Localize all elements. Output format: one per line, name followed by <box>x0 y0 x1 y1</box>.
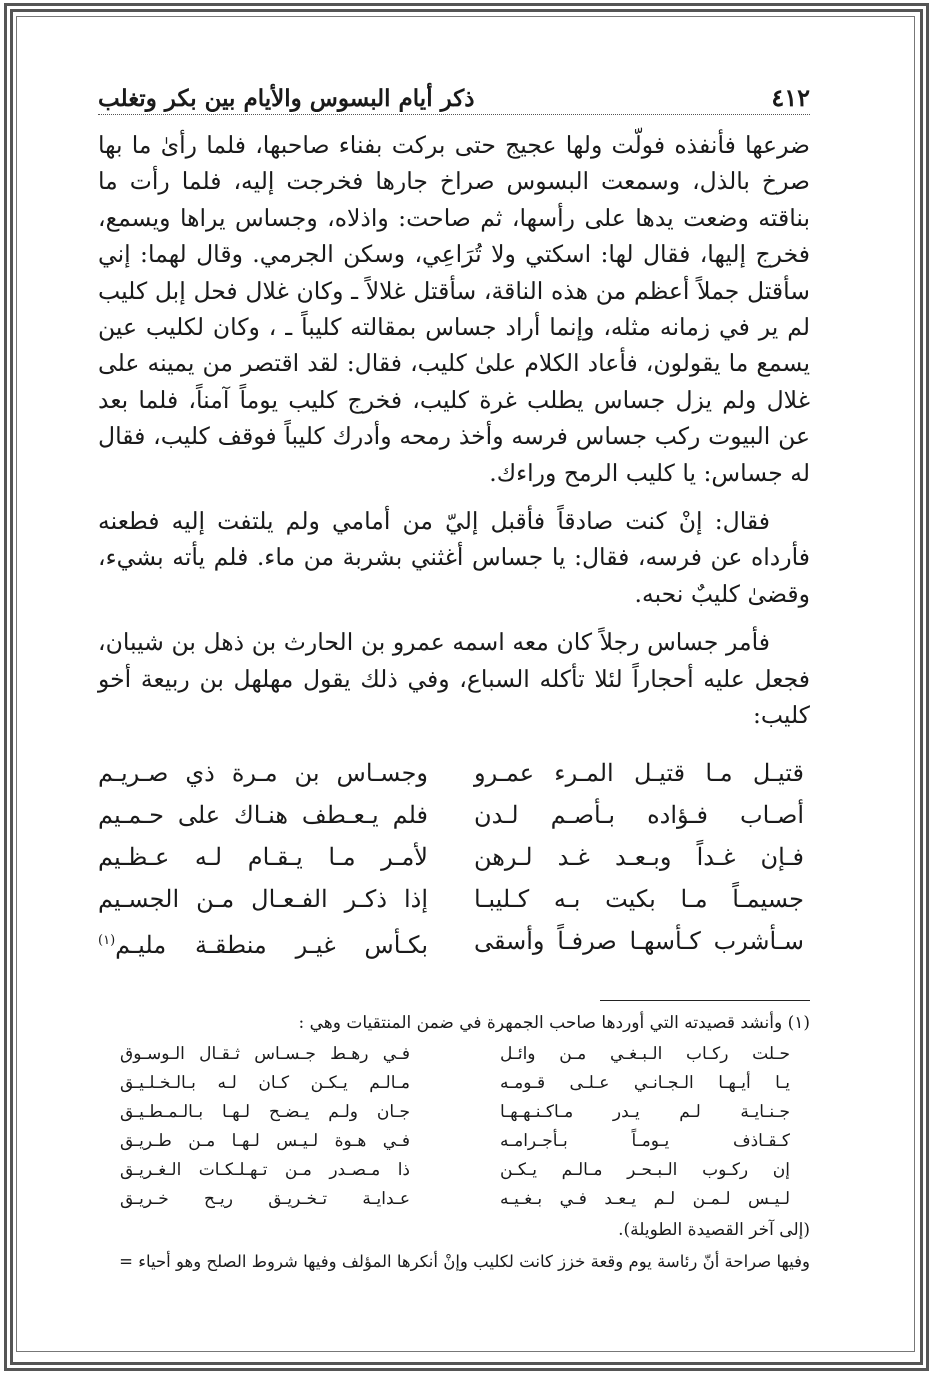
verse-first-hemistich: جسيمـاً مـا بكيت بـه كـليبـا <box>474 884 804 913</box>
poem-verse <box>98 878 810 920</box>
main-text <box>98 127 810 734</box>
verse-first-hemistich: أصـاب فـؤاده بـأصـم لـدن <box>474 800 804 829</box>
footnotes <box>98 1009 810 1276</box>
verse-first-hemistich: جـنـايـة لـم يـدر مـاكـنـهـهـا <box>500 1101 790 1122</box>
verse-second-hemistich: فـي رهـط جـسـاس ثـقـال الـوسـوق <box>120 1043 410 1064</box>
verse-first-hemistich: كـقـاذف يـومـاً بـأجـرامـه <box>500 1130 790 1151</box>
verse-second-hemistich: مـالـم يـكـن كـان لـه بـالـخـلـيـق <box>120 1072 410 1093</box>
verse-second-hemistich: عـدايـة تـخـريـق ريـح خـريـق <box>120 1188 410 1209</box>
footnote-separator <box>600 1000 810 1001</box>
poem <box>98 752 810 966</box>
verse-second-hemistich: إذا ذكـر الفـعـال مـن الجسـيم <box>98 884 428 913</box>
footnote-intro: (١) وأنشد قصيدته التي أوردها صاحب الجمهرة في ضمن المنتقيات وهي : <box>298 1012 810 1033</box>
footnote-end-note: (إلى آخر القصيدة الطويلة). <box>618 1219 810 1240</box>
page-number: ٤١٢ <box>771 83 810 112</box>
book-page <box>98 78 810 1276</box>
running-title: ذكر أيام البسوس والأيام بين بكر وتغلب <box>98 85 475 112</box>
footnote-verse <box>98 1098 790 1127</box>
verse-second-hemistich: ذا مـصـدر مـن تـهـلـكـات الـغـريـق <box>120 1159 410 1180</box>
verse-first-hemistich: إن ركـوب الـبـحـر مـالـم يـكـن <box>500 1159 790 1180</box>
footnote-marker[interactable]: (١) <box>98 932 116 948</box>
footnote-verse <box>98 1156 790 1185</box>
footnote-verse <box>98 1127 790 1156</box>
footnote-poem <box>98 1040 810 1214</box>
verse-second-hemistich: وجسـاس بن مـرة ذي صـريـم <box>98 758 428 787</box>
paragraph: فقال: إنْ كنت صادقاً فأقبل إليّ من أمامي ولم يلتفت إليه فطعنه فأرداه عن فرسه، فقال: يا جساس أغثني بشربة من ماء. فلم يأته بشيء، وقضىٰ كليبٌ نحبه. <box>98 507 810 608</box>
verse-first-hemistich: قتيـل مـا قتيـل المـرء عمـرو <box>474 758 804 787</box>
verse-first-hemistich: حـلت ركـاب الـبـغـي مـن وائـل <box>500 1043 790 1064</box>
verse-first-hemistich: يـا أيـهـا الـجـانـي عـلـى قـومـه <box>500 1072 790 1093</box>
running-header <box>98 78 810 115</box>
footnote-verse <box>98 1069 790 1098</box>
verse-first-hemistich: لـيـس لـمـن لـم يـعـد فـي بـغـيـه <box>500 1188 790 1209</box>
poem-verse <box>98 794 810 836</box>
poem-verse <box>98 920 810 966</box>
verse-second-hemistich <box>98 920 428 966</box>
footnote-continuation: وفيها صراحة أنّ رئاسة يوم وقعة خزز كانت لكليب وإنْ أنكرها المؤلف وفيها شروط الصلح وهو أحياء = <box>119 1251 810 1271</box>
verse-text: بكـأس غيـر منطقـة مليـم <box>115 930 428 959</box>
footnote-verse <box>98 1185 790 1214</box>
footnote-verse <box>98 1040 790 1069</box>
verse-second-hemistich: فـي هـوة لـيـس لـهـا مـن طـريـق <box>120 1130 410 1151</box>
paragraph: ضرعها فأنفذه فولّت ولها عجيج حتى بركت بفناء صاحبها، فلما رأىٰ ما بها صرخ بالذل، وسمعت البسوس صراخ جارها فخرجت إليه، فلما رأت ما بناقته وضعت يدها على رأسها، ثم صاحت: واذلاه، وجساس يراها ويسمع، فخرج إليها، فقال لها: اسكتي ولا تُرَاعِي، وسكن الجرمي. وقال لهما: إني سأقتل جملاً أعظم من هذه الناقة، سأقتل غلالاً ـ وكان غلال فحل إبل كليب لم ير في زمانه مثله، وإنما أراد جساس بمقالته كليباً ـ ، وكان لكليب عين يسمع ما يقولون، فأعاد الكلام علىٰ كليب، فقال: لقد اقتصر من يمينه على غلال ولم يزل جساس يطلب غرة كليب، فخرج كليب يوماً آمناً، فلما بعد عن البيوت ركب جساس فرسه وأخذ رمحه وأدرك كليباً فوقف كليب، فقال له جساس: يا كليب الرمح وراءك. <box>98 131 810 487</box>
verse-second-hemistich: لأمـر مـا يـقـام لـه عـظـيم <box>98 842 428 871</box>
paragraph: فأمر جساس رجلاً كان معه اسمه عمرو بن الحارث بن ذهل بن شيبان، فجعل عليه أحجاراً لئلا تأكله السباع، وفي ذلك يقول مهلهل بن ربيعة أخو كليب: <box>98 628 810 730</box>
verse-second-hemistich: جـان ولـم يـضـح لـهـا بـالـمـطـيـق <box>120 1101 410 1122</box>
poem-verse <box>98 752 810 794</box>
verse-first-hemistich: سـأشرب كـأسهـا صرفـاً وأسقى <box>474 926 804 955</box>
verse-second-hemistich: فلم يـعـطف هنـاك على حـمـيم <box>98 800 428 829</box>
verse-first-hemistich: فـإن غـداً وبـعـد غـد لـرهن <box>474 842 804 871</box>
poem-verse <box>98 836 810 878</box>
